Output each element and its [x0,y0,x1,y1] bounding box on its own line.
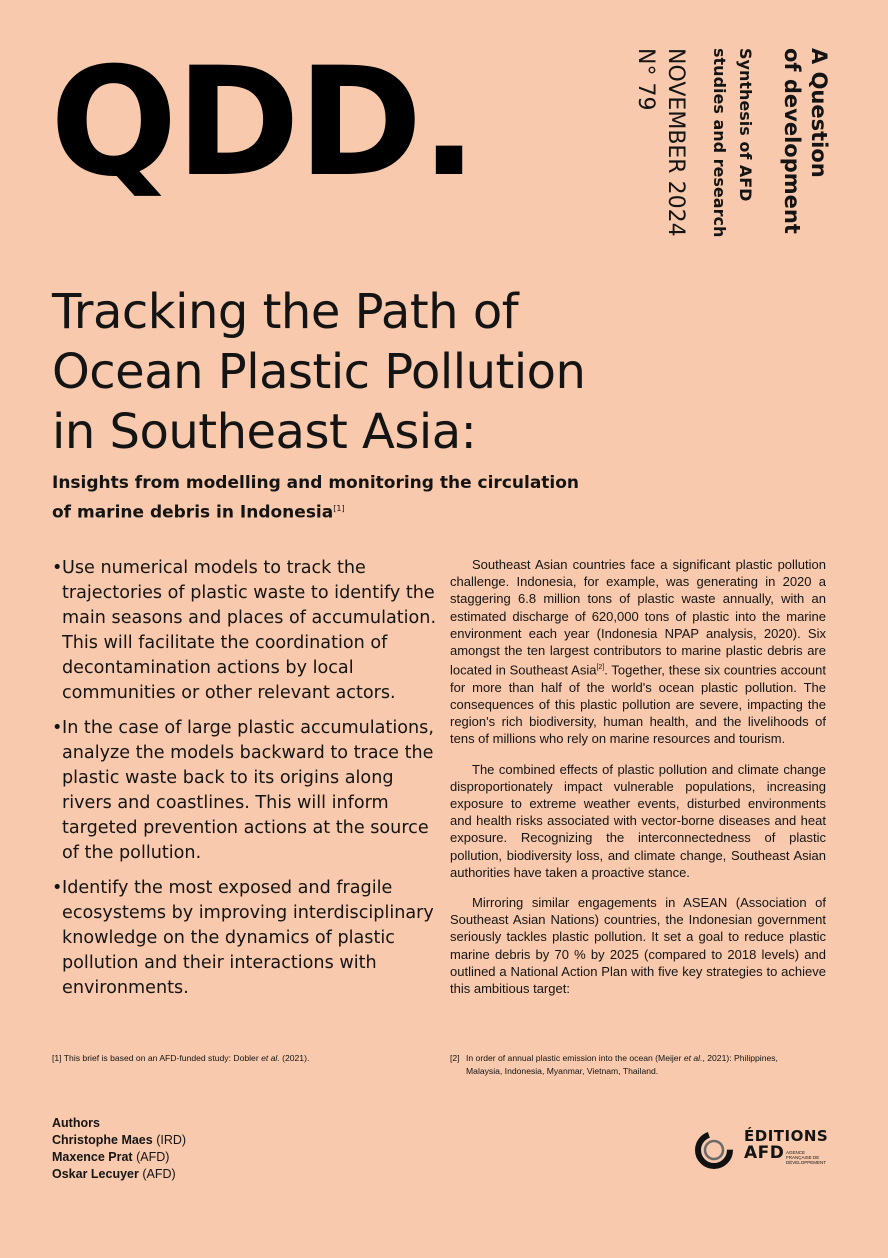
body-p1-part-a: Southeast Asian countries face a significant plastic pollution challenge. Indonesia, for example, was generating in 2020 a staggering 6.8 million tons of plastic waste annually, with an estimated discharge of 620,000 tons of plastic into the marine environment each year (Indonesia NPAP analysis, 2020). Six amongst the ten largest contributors to marine plastic debris are located in Southeast Asia [450,557,826,678]
issue-number: N° 79 [633,48,658,111]
title-line2: Ocean Plastic Pollution [52,344,586,400]
subtitle-line1: Insights from modelling and monitoring the circulation [52,473,580,493]
publisher-logo [694,1128,834,1172]
author-item [52,1132,186,1149]
author-name: Christophe Maes [52,1133,153,1147]
footnote-2-text-end: , 2021): Philippines, [702,1053,778,1063]
body-paragraph-3: Mirroring similar engagements in ASEAN (Association of Southeast Asian Nations) countries, the Indonesian government seriously tackles plastic pollution. It set a goal to reduce plastic marine debris by 70 % by 2025 (compared to 2018 levels) and outlined a National Action Plan with five key strategies to achieve this ambitious target: [450,894,826,996]
publisher-name-1: ÉDITIONS [744,1127,829,1145]
author-name: Maxence Prat [52,1150,133,1164]
body-paragraph-2: The combined effects of plastic pollution and climate change disproportionately impact vulnerable populations, increasing exposure to extreme weather events, disturbed environments and health risks associated with vector-borne diseases and heat exposure. Recognizing the interconnectedness of plastic pollution, biodiversity loss, and climate change, Southeast Asian authorities have taken a proactive stance. [450,761,826,880]
title-line3: in Southeast Asia: [52,404,477,460]
footnote-2-number: [2] [450,1053,460,1063]
footnote-1 [52,1052,432,1065]
subtitle [52,470,652,526]
footnote-1-text: [1] This brief is based on an AFD-funded study: Dobler [52,1053,262,1063]
page-title [52,282,672,462]
authors-label: Authors [52,1116,100,1130]
authors-block [52,1115,186,1183]
footnote-2-continuation: Malaysia, Indonesia, Myanmar, Vietnam, Thailand. [466,1066,659,1076]
publisher-ring-icon [694,1130,734,1170]
series-title-line2: of development [780,48,804,234]
qdd-logo: QDD. [50,36,476,210]
author-org: (IRD) [156,1133,187,1147]
footnote-2 [450,1052,840,1078]
key-point: • In the case of large plastic accumulations, analyze the models backward to trace the plastic waste back to its origins along rivers and coastlines. This will inform targeted prevention actions at the source of the pollution. [52,716,437,866]
series-subtitle-line2: studies and research [710,48,729,238]
body-p1-part-b: . Together, these six countries account for more than half of the world's ocean plastic pollution. The consequences of this plastic pollution are severe, impacting the region's rich biodiversity, human health, and the livelihoods of tens of millions who rely on marine resources and tourism. [450,662,826,747]
key-points-list [52,556,437,1011]
publisher-name-2: AFD [744,1143,785,1163]
series-subtitle [704,48,758,237]
author-item [52,1166,186,1183]
series-title-line1: A Question [807,48,831,178]
footnote-1-italic: et al. [261,1053,280,1063]
body-paragraph-1 [450,556,826,748]
author-org: (AFD) [136,1150,170,1164]
footnote-1-end: (2021). [279,1053,310,1063]
key-point: • Use numerical models to track the trajectories of plastic waste to identify the main seasons and places of accumulation. This will facilitate the coordination of decontamination actions by local communities or other relevant actors. [52,556,437,706]
series-title [768,48,832,234]
series-subtitle-line1: Synthesis of AFD [736,48,755,202]
footnote-2-italic: et al. [683,1053,703,1063]
author-item [52,1149,186,1166]
footnote-ref-1: [1] [333,504,345,513]
issue-info [624,48,690,237]
body-text [450,556,826,1010]
subtitle-line2: of marine debris in Indonesia [52,502,334,523]
author-name: Oskar Lecuyer [52,1167,139,1181]
footnote-ref-2: [2] [596,664,605,672]
issue-date: NOVEMBER 2024 [663,48,688,237]
author-org: (AFD) [142,1167,176,1181]
publisher-tagline: AGENCE FRANÇAISE DE DÉVELOPPEMENT [786,1150,827,1165]
key-point: • Identify the most exposed and fragile ecosystems by improving interdisciplinary knowledge on the dynamics of plastic pollution and their interactions with environments. [52,876,437,1001]
title-line1: Tracking the Path of [52,284,519,340]
footnote-2-text: In order of annual plastic emission into the ocean (Meijer [466,1053,684,1063]
